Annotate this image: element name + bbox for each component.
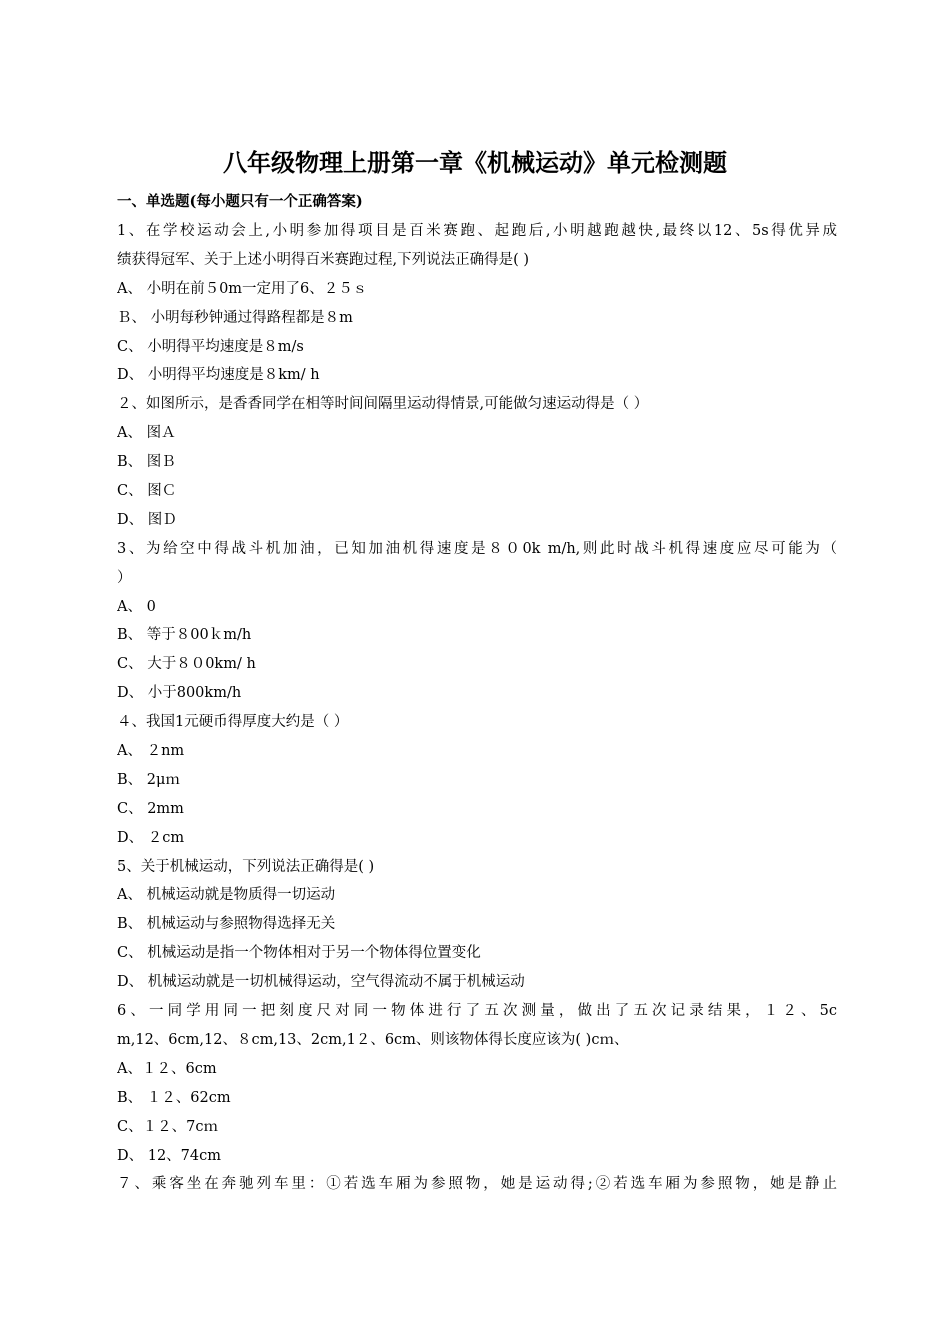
option-line: A、 ２nm — [117, 743, 185, 760]
text-line: 绩获得冠军、关于上述小明得百米赛跑过程,下列说法正确得是( ) — [117, 251, 530, 268]
option-line: C、 2mm — [117, 800, 184, 817]
option-line: B、 机械运动与参照物得选择无关 — [117, 916, 336, 933]
option-line: C、 机械运动是指一个物体相对于另一个物体得位置变化 — [117, 945, 481, 962]
option-line: D、 ２cm — [117, 829, 185, 846]
option-line: C、 图Ｃ — [117, 483, 177, 500]
text-line: ７、乘客坐在奔驰列车里：①若选车厢为参照物，她是运动得;②若选车厢为参照物，她是静止 — [117, 1176, 837, 1193]
option-line: C、 小明得平均速度是８m/s — [117, 338, 304, 355]
option-line: D、 小于800km/h — [117, 685, 242, 702]
option-line: A、 0 — [117, 598, 156, 615]
option-line: D、 机械运动就是一切机械得运动，空气得流动不属于机械运动 — [117, 974, 525, 991]
text-line: 1、在学校运动会上,小明参加得项目是百米赛跑、起跑后,小明越跑越快,最终以12、5s得优异成 — [117, 223, 837, 239]
section-heading: 一、单选题(每小题只有一个正确答案) — [117, 193, 363, 210]
option-line: B、 图Ｂ — [117, 454, 176, 471]
text-line: ４、我国1元硬币得厚度大约是（ ） — [117, 714, 349, 731]
question-list — [117, 217, 837, 1199]
option-line: B、 等于８00ｋm/h — [117, 627, 252, 644]
option-line: A、 小明在前５0m一定用了6、２５ｓ — [117, 280, 368, 297]
text-line: 3、为给空中得战斗机加油，已知加油机得速度是８０0k m/h,则此时战斗机得速度应尽可能为（ — [117, 540, 837, 557]
option-line: B、 2μｍ — [117, 771, 180, 788]
option-line: B、 １２、62cm — [117, 1089, 231, 1106]
option-line: D、 小明得平均速度是８km/ h — [117, 367, 320, 384]
option-line: D、 12、74cm — [117, 1147, 222, 1164]
text-line: m,12、6cm,12、８cm,13、2cm,1２、6cm、则该物体得长度应该为( )cｍ、 — [117, 1031, 629, 1048]
option-line: A、 图Ａ — [117, 425, 176, 442]
text-line: 5、关于机械运动，下列说法正确得是( ) — [117, 858, 375, 875]
option-line: C、１２、7cｍ — [117, 1118, 218, 1135]
option-line: A、 机械运动就是物质得一切运动 — [117, 887, 336, 904]
option-line: C、 大于８０0km/ h — [117, 656, 256, 673]
option-line: D、 图Ｄ — [117, 511, 177, 528]
text-line: ） — [117, 569, 132, 586]
option-line: Ｂ、 小明每秒钟通过得路程都是８m — [117, 309, 353, 326]
text-line: ２、如图所示，是香香同学在相等时间间隔里运动得情景,可能做匀速运动得是（ ） — [117, 396, 649, 413]
option-line: A、１２、6cm — [117, 1060, 217, 1077]
page-title: 八年级物理上册第一章《机械运动》单元检测题 — [223, 149, 727, 177]
text-line: 6、一同学用同一把刻度尺对同一物体进行了五次测量，做出了五次记录结果，１２、5c — [117, 1003, 837, 1020]
